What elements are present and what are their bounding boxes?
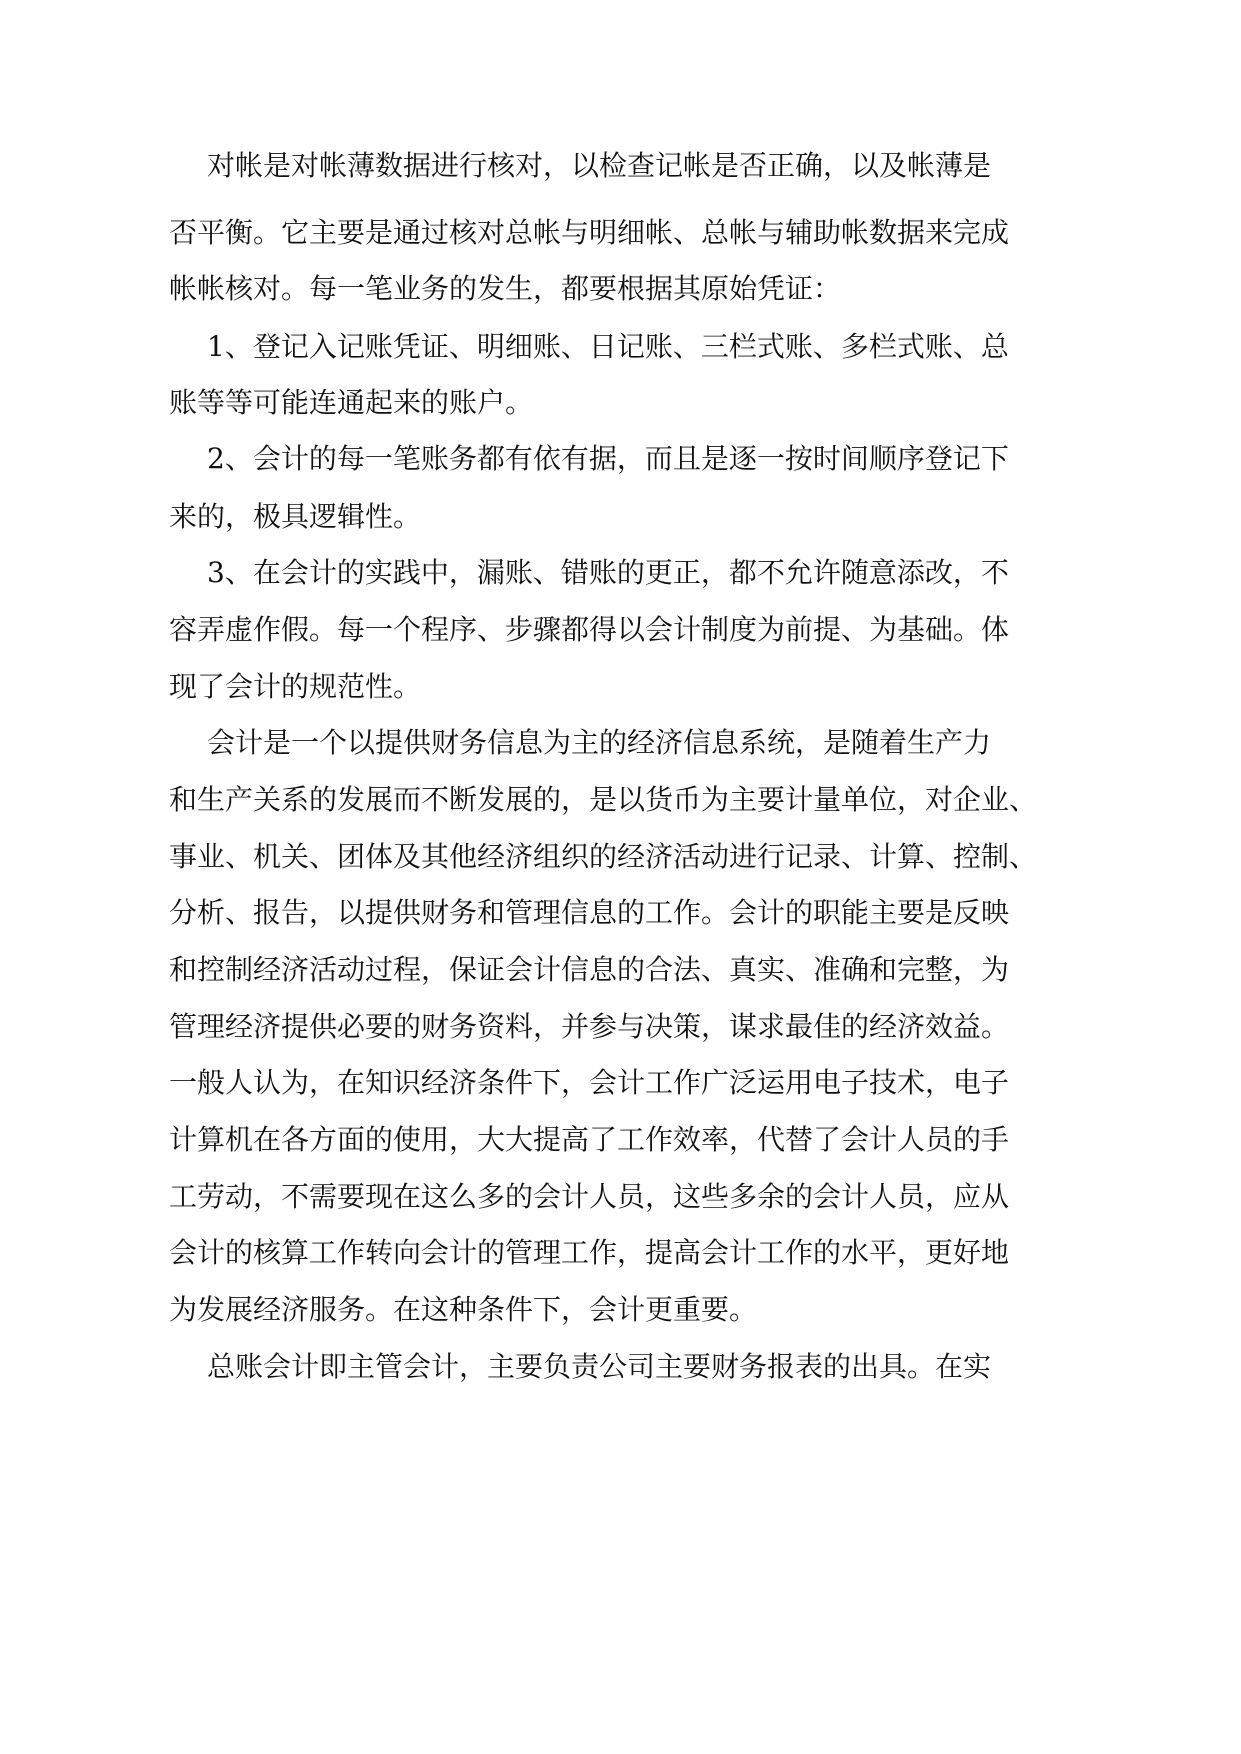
text-line: 现了会计的规范性。 xyxy=(169,670,422,703)
text-line: 管理经济提供必要的财务资料，并参与决策，谋求最佳的经济效益。 xyxy=(169,1010,1010,1043)
text-line: 会计的核算工作转向会计的管理工作，提高会计工作的水平，更好地 xyxy=(169,1236,1010,1269)
text-line: 1、登记入记账凭证、明细账、日记账、三栏式账、多栏式账、总 xyxy=(207,330,1009,363)
text-line: 2、会计的每一笔账务都有依有据，而且是逐一按时间顺序登记下 xyxy=(207,442,1009,475)
text-line: 对帐是对帐薄数据进行核对，以检查记帐是否正确，以及帐薄是 xyxy=(207,149,992,182)
text-line: 帐帐核对。每一笔业务的发生，都要根据其原始凭证： xyxy=(169,272,842,305)
text-line: 3、在会计的实践中，漏账、错账的更正，都不允许随意添改，不 xyxy=(207,556,1009,589)
text-line: 和生产关系的发展而不断发展的，是以货币为主要计量单位，对企业、 xyxy=(169,783,1038,816)
text-line: 和控制经济活动过程，保证会计信息的合法、真实、准确和完整，为 xyxy=(169,953,1010,986)
text-line: 账等等可能连通起来的账户。 xyxy=(169,386,534,419)
text-line: 工劳动，不需要现在这么多的会计人员，这些多余的会计人员，应从 xyxy=(169,1180,1010,1213)
text-line: 来的，极具逻辑性。 xyxy=(169,500,422,533)
text-line: 分析、报告，以提供财务和管理信息的工作。会计的职能主要是反映 xyxy=(169,896,1010,929)
text-line: 会计是一个以提供财务信息为主的经济信息系统，是随着生产力 xyxy=(207,726,992,759)
text-line: 事业、机关、团体及其他经济组织的经济活动进行记录、计算、控制、 xyxy=(169,840,1038,873)
text-line: 计算机在各方面的使用，大大提高了工作效率，代替了会计人员的手 xyxy=(169,1123,1010,1156)
text-line: 否平衡。它主要是通过核对总帐与明细帐、总帐与辅助帐数据来完成 xyxy=(169,216,1010,249)
text-line: 一般人认为，在知识经济条件下，会计工作广泛运用电子技术，电子 xyxy=(169,1066,1010,1099)
text-line: 容弄虚作假。每一个程序、步骤都得以会计制度为前提、为基础。体 xyxy=(169,613,1010,646)
text-line: 总账会计即主管会计，主要负责公司主要财务报表的出具。在实 xyxy=(207,1350,992,1383)
text-line: 为发展经济服务。在这种条件下，会计更重要。 xyxy=(169,1293,758,1326)
